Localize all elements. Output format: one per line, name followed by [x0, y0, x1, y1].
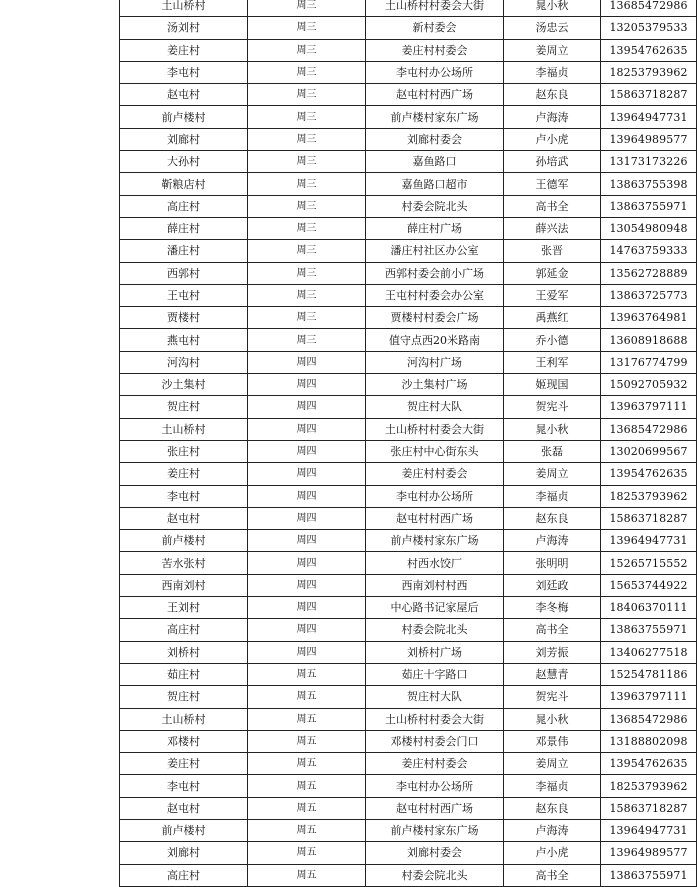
weekday-cell: 周五 — [248, 775, 366, 797]
contact-name-cell: 王爱军 — [504, 284, 601, 306]
table-row — [120, 418, 697, 440]
village-cell: 土山桥村 — [120, 0, 248, 17]
weekday-cell: 周三 — [248, 61, 366, 83]
location-cell: 河沟村广场 — [366, 351, 504, 373]
location-cell: 刘廊村委会 — [366, 842, 504, 864]
village-cell: 高庄村 — [120, 619, 248, 641]
contact-name-cell: 姜周立 — [504, 463, 601, 485]
village-cell: 赵屯村 — [120, 797, 248, 819]
table-row — [120, 686, 697, 708]
table-row — [120, 552, 697, 574]
weekday-cell: 周三 — [248, 128, 366, 150]
contact-name-cell: 刘廷政 — [504, 574, 601, 596]
location-cell: 值守点西20米路南 — [366, 329, 504, 351]
location-cell: 沙土集村广场 — [366, 374, 504, 396]
village-cell: 姜庄村 — [120, 753, 248, 775]
phone-cell: 15863718287 — [601, 84, 697, 106]
location-cell: 中心路书记家屋后 — [366, 597, 504, 619]
table-row — [120, 217, 697, 239]
location-cell: 西南刘村村西 — [366, 574, 504, 596]
weekday-cell: 周四 — [248, 440, 366, 462]
location-cell: 刘桥村广场 — [366, 641, 504, 663]
location-cell: 村委会院北头 — [366, 864, 504, 886]
location-cell: 前卢楼村家东广场 — [366, 530, 504, 552]
phone-cell: 14763759333 — [601, 240, 697, 262]
contact-name-cell: 晁小秋 — [504, 0, 601, 17]
location-cell: 土山桥村村委会大街 — [366, 708, 504, 730]
location-cell: 王屯村村委会办公室 — [366, 284, 504, 306]
table-row — [120, 463, 697, 485]
contact-name-cell: 张晋 — [504, 240, 601, 262]
phone-cell: 13964947731 — [601, 530, 697, 552]
table-row — [120, 262, 697, 284]
contact-name-cell: 汤忠云 — [504, 17, 601, 39]
contact-name-cell: 李冬梅 — [504, 597, 601, 619]
village-cell: 高庄村 — [120, 195, 248, 217]
location-cell: 西郭村委会前小广场 — [366, 262, 504, 284]
weekday-cell: 周四 — [248, 418, 366, 440]
weekday-cell: 周四 — [248, 597, 366, 619]
schedule-table-container — [119, 0, 697, 887]
table-row — [120, 61, 697, 83]
contact-name-cell: 刘芳振 — [504, 641, 601, 663]
contact-name-cell: 王利军 — [504, 351, 601, 373]
table-row — [120, 641, 697, 663]
phone-cell: 15092705932 — [601, 374, 697, 396]
weekday-cell: 周五 — [248, 864, 366, 886]
weekday-cell: 周四 — [248, 485, 366, 507]
contact-name-cell: 高书全 — [504, 619, 601, 641]
village-cell: 汤刘村 — [120, 17, 248, 39]
table-row — [120, 619, 697, 641]
village-cell: 大孙村 — [120, 151, 248, 173]
phone-cell: 13176774799 — [601, 351, 697, 373]
contact-name-cell: 晁小秋 — [504, 708, 601, 730]
phone-cell: 13964989577 — [601, 128, 697, 150]
table-row — [120, 574, 697, 596]
table-row — [120, 842, 697, 864]
weekday-cell: 周四 — [248, 552, 366, 574]
table-row — [120, 329, 697, 351]
phone-cell: 13954762635 — [601, 753, 697, 775]
village-cell: 李屯村 — [120, 485, 248, 507]
village-cell: 苦水张村 — [120, 552, 248, 574]
phone-cell: 13685472986 — [601, 0, 697, 17]
location-cell: 新村委会 — [366, 17, 504, 39]
table-row — [120, 173, 697, 195]
phone-cell: 13685472986 — [601, 418, 697, 440]
phone-cell: 13963797111 — [601, 686, 697, 708]
contact-name-cell: 李福贞 — [504, 485, 601, 507]
contact-name-cell: 高书全 — [504, 195, 601, 217]
table-row — [120, 151, 697, 173]
weekday-cell: 周四 — [248, 619, 366, 641]
location-cell: 赵屯村村西广场 — [366, 507, 504, 529]
village-cell: 河沟村 — [120, 351, 248, 373]
phone-cell: 13406277518 — [601, 641, 697, 663]
contact-name-cell: 邓景伟 — [504, 730, 601, 752]
location-cell: 姜庄村村委会 — [366, 39, 504, 61]
weekday-cell: 周三 — [248, 329, 366, 351]
schedule-table-body — [120, 0, 697, 886]
table-row — [120, 39, 697, 61]
table-row — [120, 730, 697, 752]
contact-name-cell: 姜周立 — [504, 753, 601, 775]
weekday-cell: 周四 — [248, 463, 366, 485]
table-row — [120, 797, 697, 819]
location-cell: 贺庄村大队 — [366, 396, 504, 418]
phone-cell: 15265715552 — [601, 552, 697, 574]
location-cell: 张庄村中心街东头 — [366, 440, 504, 462]
phone-cell: 13964989577 — [601, 842, 697, 864]
location-cell: 土山桥村村委会大街 — [366, 0, 504, 17]
table-row — [120, 396, 697, 418]
table-row — [120, 195, 697, 217]
phone-cell: 13020699567 — [601, 440, 697, 462]
phone-cell: 13954762635 — [601, 39, 697, 61]
table-row — [120, 597, 697, 619]
location-cell: 村委会院北头 — [366, 195, 504, 217]
location-cell: 茹庄十字路口 — [366, 663, 504, 685]
phone-cell: 15863718287 — [601, 507, 697, 529]
weekday-cell: 周五 — [248, 686, 366, 708]
weekday-cell: 周五 — [248, 753, 366, 775]
table-row — [120, 374, 697, 396]
table-row — [120, 128, 697, 150]
contact-name-cell: 卢小虎 — [504, 842, 601, 864]
schedule-table — [119, 0, 697, 887]
village-cell: 贺庄村 — [120, 686, 248, 708]
village-cell: 前卢楼村 — [120, 106, 248, 128]
contact-name-cell: 赵东良 — [504, 84, 601, 106]
weekday-cell: 周三 — [248, 106, 366, 128]
location-cell: 贺庄村大队 — [366, 686, 504, 708]
contact-name-cell: 贺宪斗 — [504, 396, 601, 418]
weekday-cell: 周三 — [248, 84, 366, 106]
weekday-cell: 周五 — [248, 730, 366, 752]
weekday-cell: 周四 — [248, 351, 366, 373]
phone-cell: 18253793962 — [601, 61, 697, 83]
location-cell: 姜庄村村委会 — [366, 463, 504, 485]
table-row — [120, 0, 697, 17]
location-cell: 土山桥村村委会大街 — [366, 418, 504, 440]
contact-name-cell: 李福贞 — [504, 61, 601, 83]
village-cell: 姜庄村 — [120, 463, 248, 485]
weekday-cell: 周三 — [248, 17, 366, 39]
weekday-cell: 周三 — [248, 39, 366, 61]
contact-name-cell: 张明明 — [504, 552, 601, 574]
contact-name-cell: 赵慧青 — [504, 663, 601, 685]
location-cell: 姜庄村村委会 — [366, 753, 504, 775]
contact-name-cell: 张磊 — [504, 440, 601, 462]
phone-cell: 13863755398 — [601, 173, 697, 195]
phone-cell: 13685472986 — [601, 708, 697, 730]
weekday-cell: 周四 — [248, 574, 366, 596]
phone-cell: 13205379533 — [601, 17, 697, 39]
phone-cell: 13863725773 — [601, 284, 697, 306]
village-cell: 邓楼村 — [120, 730, 248, 752]
table-row — [120, 819, 697, 841]
phone-cell: 13963764981 — [601, 307, 697, 329]
table-row — [120, 106, 697, 128]
contact-name-cell: 李福贞 — [504, 775, 601, 797]
village-cell: 靳粮店村 — [120, 173, 248, 195]
weekday-cell: 周三 — [248, 217, 366, 239]
contact-name-cell: 王德军 — [504, 173, 601, 195]
contact-name-cell: 贺宪斗 — [504, 686, 601, 708]
table-row — [120, 485, 697, 507]
contact-name-cell: 卢海涛 — [504, 106, 601, 128]
phone-cell: 13863755971 — [601, 864, 697, 886]
location-cell: 潘庄村社区办公室 — [366, 240, 504, 262]
village-cell: 王屯村 — [120, 284, 248, 306]
weekday-cell: 周三 — [248, 173, 366, 195]
village-cell: 燕屯村 — [120, 329, 248, 351]
location-cell: 贾楼村村委会广场 — [366, 307, 504, 329]
village-cell: 张庄村 — [120, 440, 248, 462]
weekday-cell: 周四 — [248, 396, 366, 418]
weekday-cell: 周三 — [248, 151, 366, 173]
table-row — [120, 663, 697, 685]
location-cell: 赵屯村村西广场 — [366, 84, 504, 106]
phone-cell: 13863755971 — [601, 619, 697, 641]
village-cell: 姜庄村 — [120, 39, 248, 61]
contact-name-cell: 赵东良 — [504, 797, 601, 819]
weekday-cell: 周五 — [248, 842, 366, 864]
village-cell: 贾楼村 — [120, 307, 248, 329]
contact-name-cell: 晁小秋 — [504, 418, 601, 440]
contact-name-cell: 高书全 — [504, 864, 601, 886]
weekday-cell: 周四 — [248, 530, 366, 552]
weekday-cell: 周五 — [248, 797, 366, 819]
contact-name-cell: 孙培武 — [504, 151, 601, 173]
village-cell: 刘廊村 — [120, 842, 248, 864]
weekday-cell: 周三 — [248, 195, 366, 217]
phone-cell: 13863755971 — [601, 195, 697, 217]
location-cell: 村西水饺厂 — [366, 552, 504, 574]
village-cell: 潘庄村 — [120, 240, 248, 262]
table-row — [120, 753, 697, 775]
location-cell: 薛庄村广场 — [366, 217, 504, 239]
table-row — [120, 17, 697, 39]
weekday-cell: 周四 — [248, 507, 366, 529]
village-cell: 刘廊村 — [120, 128, 248, 150]
table-row — [120, 864, 697, 886]
phone-cell: 18406370111 — [601, 597, 697, 619]
phone-cell: 13608918688 — [601, 329, 697, 351]
location-cell: 李屯村办公场所 — [366, 775, 504, 797]
weekday-cell: 周四 — [248, 374, 366, 396]
contact-name-cell: 乔小德 — [504, 329, 601, 351]
contact-name-cell: 薛兴法 — [504, 217, 601, 239]
location-cell: 嘉鱼路口 — [366, 151, 504, 173]
contact-name-cell: 姜周立 — [504, 39, 601, 61]
table-row — [120, 440, 697, 462]
table-row — [120, 507, 697, 529]
village-cell: 土山桥村 — [120, 708, 248, 730]
village-cell: 贺庄村 — [120, 396, 248, 418]
location-cell: 村委会院北头 — [366, 619, 504, 641]
village-cell: 茹庄村 — [120, 663, 248, 685]
location-cell: 刘廊村委会 — [366, 128, 504, 150]
location-cell: 嘉鱼路口超市 — [366, 173, 504, 195]
location-cell: 邓楼村村委会门口 — [366, 730, 504, 752]
weekday-cell: 周三 — [248, 240, 366, 262]
village-cell: 薛庄村 — [120, 217, 248, 239]
location-cell: 前卢楼村家东广场 — [366, 106, 504, 128]
location-cell: 前卢楼村家东广场 — [366, 819, 504, 841]
phone-cell: 15254781186 — [601, 663, 697, 685]
weekday-cell: 周三 — [248, 262, 366, 284]
table-row — [120, 84, 697, 106]
contact-name-cell: 姬现国 — [504, 374, 601, 396]
contact-name-cell: 郭延金 — [504, 262, 601, 284]
location-cell: 李屯村办公场所 — [366, 485, 504, 507]
phone-cell: 13954762635 — [601, 463, 697, 485]
village-cell: 西郭村 — [120, 262, 248, 284]
village-cell: 刘桥村 — [120, 641, 248, 663]
table-row — [120, 708, 697, 730]
phone-cell: 18253793962 — [601, 775, 697, 797]
contact-name-cell: 卢小虎 — [504, 128, 601, 150]
weekday-cell: 周三 — [248, 307, 366, 329]
contact-name-cell: 赵东良 — [504, 507, 601, 529]
location-cell: 赵屯村村西广场 — [366, 797, 504, 819]
phone-cell: 13054980948 — [601, 217, 697, 239]
phone-cell: 15863718287 — [601, 797, 697, 819]
village-cell: 西南刘村 — [120, 574, 248, 596]
contact-name-cell: 卢海涛 — [504, 530, 601, 552]
weekday-cell: 周三 — [248, 284, 366, 306]
table-row — [120, 284, 697, 306]
location-cell: 李屯村办公场所 — [366, 61, 504, 83]
village-cell: 沙土集村 — [120, 374, 248, 396]
weekday-cell: 周五 — [248, 819, 366, 841]
village-cell: 前卢楼村 — [120, 530, 248, 552]
phone-cell: 13963797111 — [601, 396, 697, 418]
village-cell: 赵屯村 — [120, 84, 248, 106]
village-cell: 李屯村 — [120, 775, 248, 797]
village-cell: 前卢楼村 — [120, 819, 248, 841]
village-cell: 高庄村 — [120, 864, 248, 886]
table-row — [120, 240, 697, 262]
phone-cell: 13173173226 — [601, 151, 697, 173]
table-row — [120, 530, 697, 552]
village-cell: 李屯村 — [120, 61, 248, 83]
phone-cell: 13188802098 — [601, 730, 697, 752]
weekday-cell: 周三 — [248, 0, 366, 17]
village-cell: 土山桥村 — [120, 418, 248, 440]
contact-name-cell: 卢海涛 — [504, 819, 601, 841]
phone-cell: 13964947731 — [601, 819, 697, 841]
table-row — [120, 351, 697, 373]
contact-name-cell: 禹燕红 — [504, 307, 601, 329]
table-row — [120, 307, 697, 329]
phone-cell: 15653744922 — [601, 574, 697, 596]
table-row — [120, 775, 697, 797]
weekday-cell: 周五 — [248, 708, 366, 730]
phone-cell: 13562728889 — [601, 262, 697, 284]
village-cell: 赵屯村 — [120, 507, 248, 529]
phone-cell: 13964947731 — [601, 106, 697, 128]
village-cell: 王刘村 — [120, 597, 248, 619]
weekday-cell: 周四 — [248, 641, 366, 663]
phone-cell: 18253793962 — [601, 485, 697, 507]
weekday-cell: 周五 — [248, 663, 366, 685]
